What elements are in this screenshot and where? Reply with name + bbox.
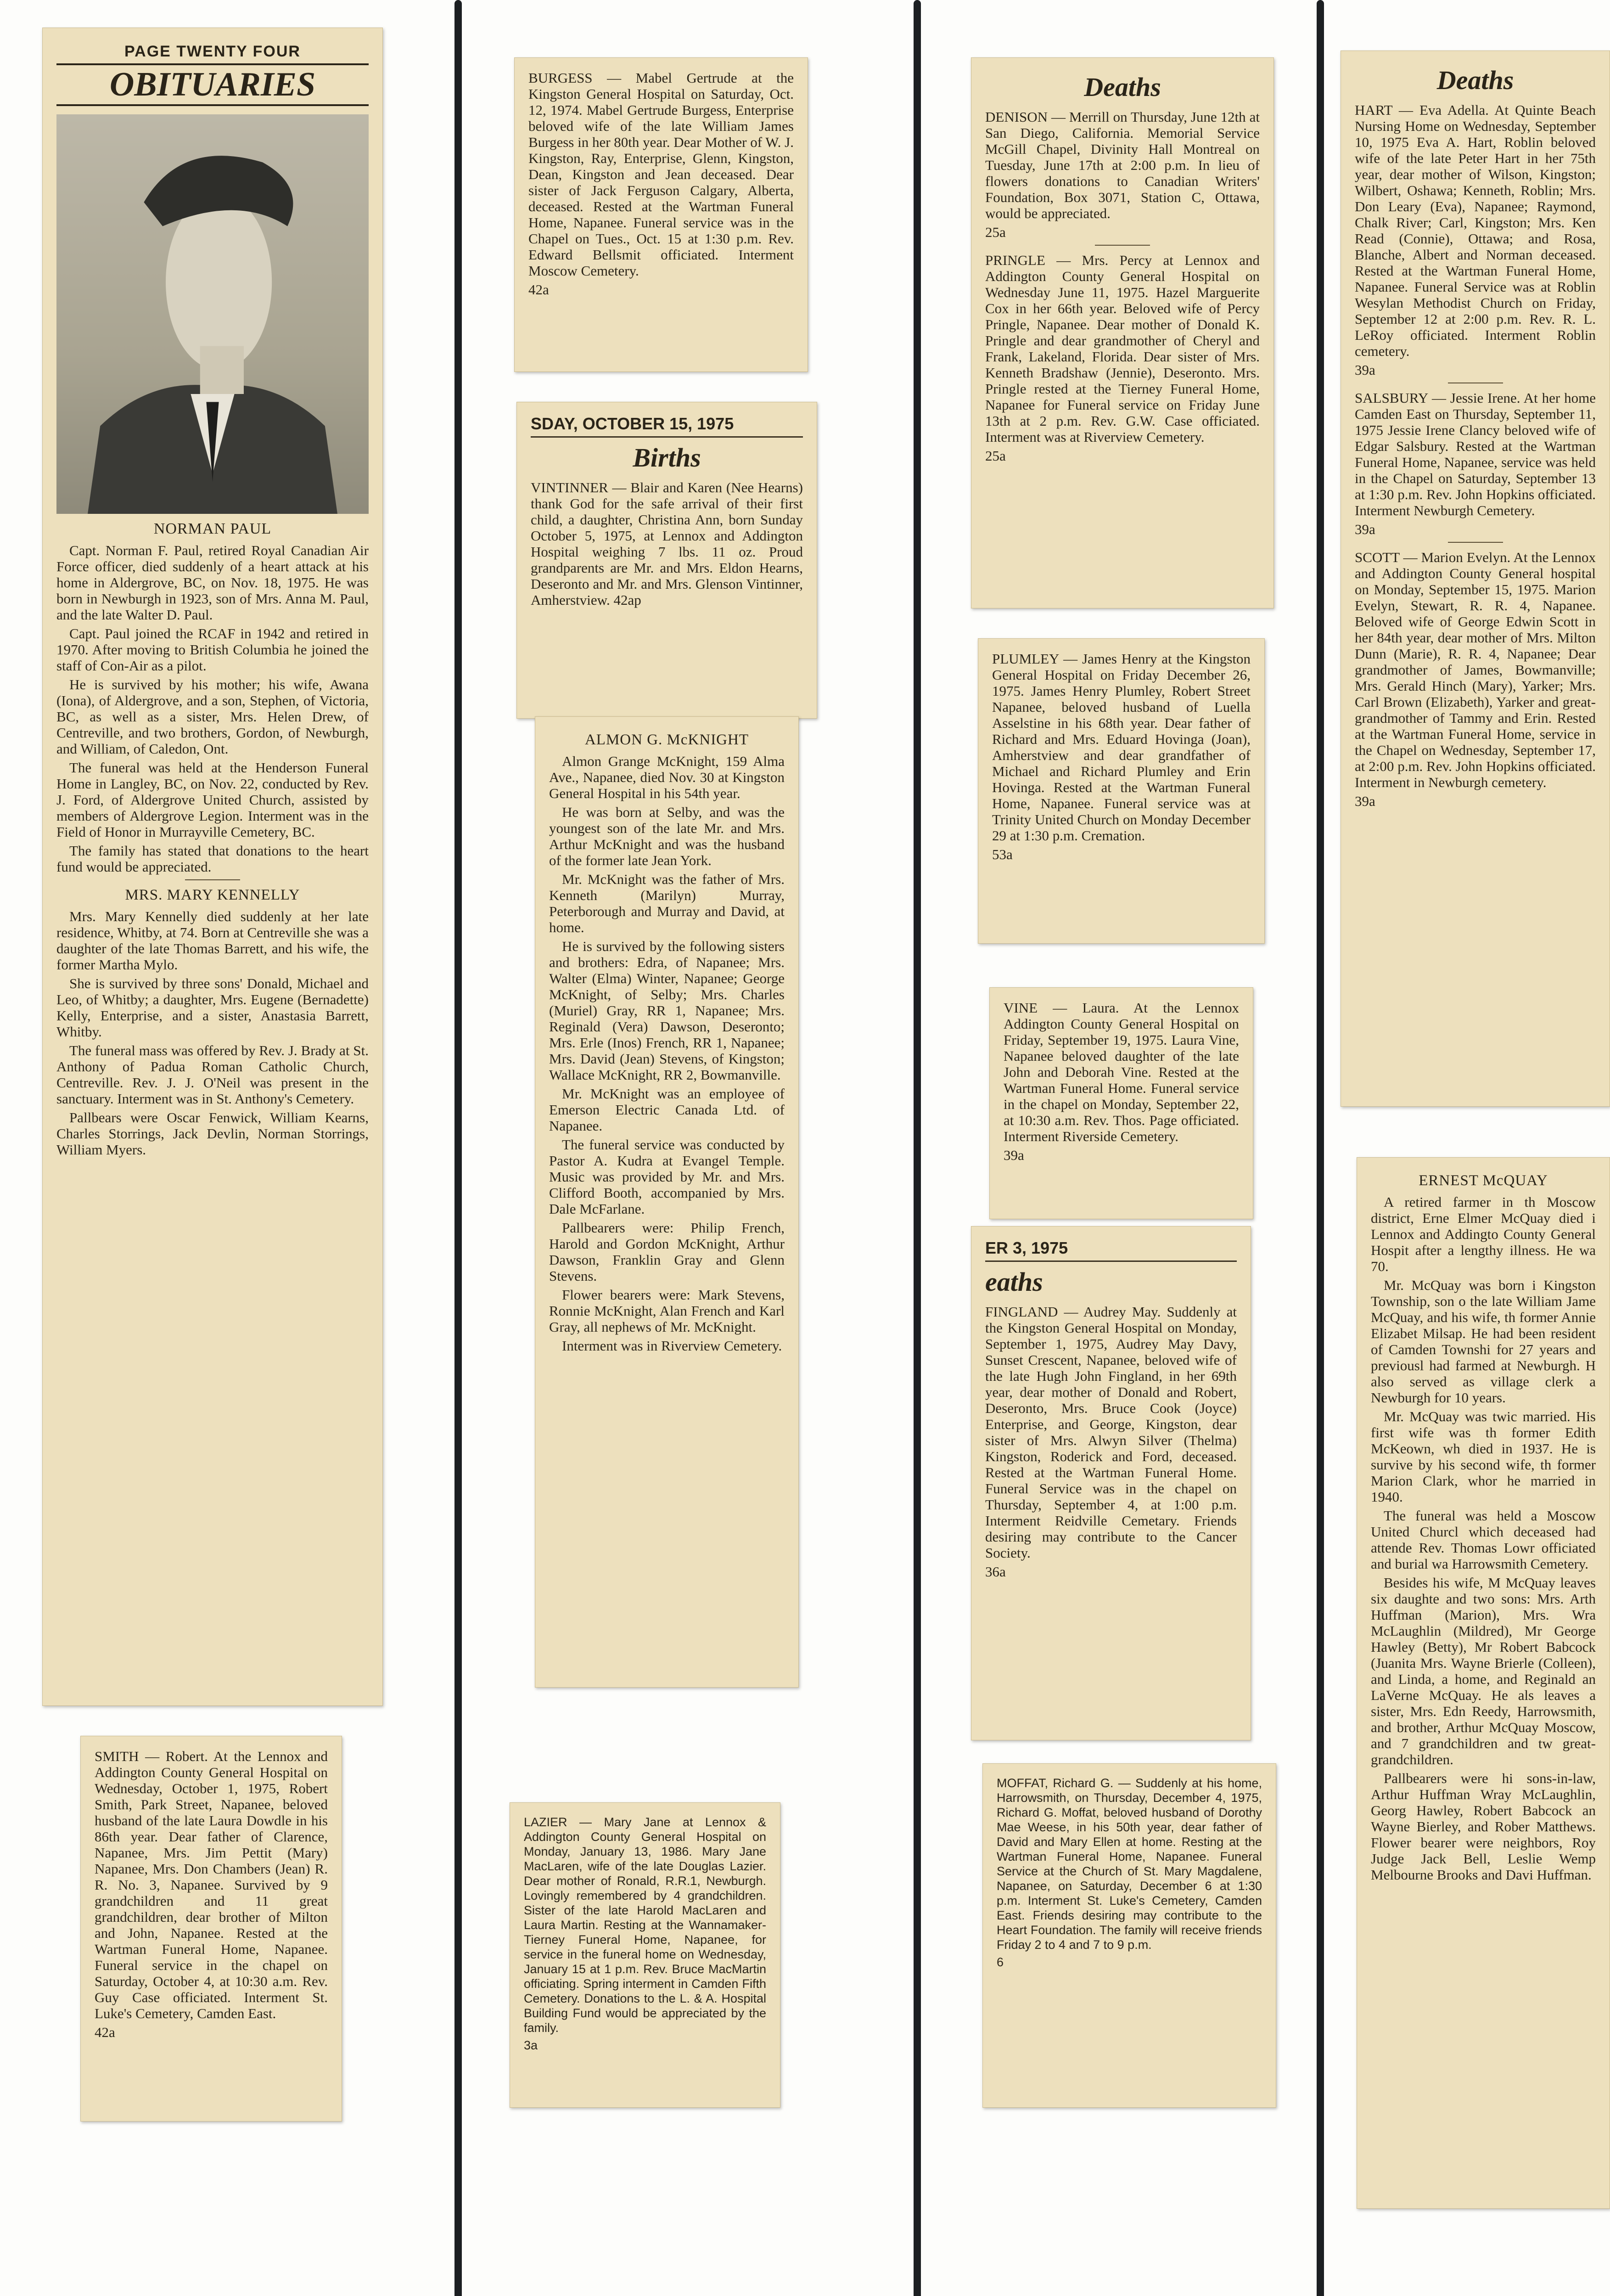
obituary-paragraph: The funeral mass was offered by Rev. J. Brady at St. Anthony of Padua Roman Catholic Church, Centreville. Rev. J. J. O'Neil was present in the sanctuary. Interment was in St. Anthony's Cemetery. <box>56 1042 369 1107</box>
notice-ref: 39a <box>1355 521 1375 537</box>
obituary-paragraph: Mr. McKnight was the father of Mrs. Kenneth (Marilyn) Murray, Peterborough and Murray and David, at home. <box>549 871 785 935</box>
obituary-paragraph: He was born at Selby, and was the youngest son of the late Mr. and Mrs. Arthur McKnight and was the husband of the former late Jean York. <box>549 804 785 868</box>
notice-ref: 39a <box>1355 362 1375 378</box>
moffat-clipping <box>982 1763 1276 2108</box>
death-notice-text: PRINGLE — Mrs. Percy at Lennox and Addington County General Hospital on Wednesday June 11, 1975. Hazel Marguerite Cox in her 66th year. Beloved wife of Percy Pringle, Napanee. Dear mother of Donald K. Pringle and dear grandmother of Cheryl and Frank, Lakeland, Florida. Dear sister of Mrs. Kenneth Bradshaw (Jennie), Deseronto. Mrs. Pringle rested at the Tierney Funeral Home, Napanee for Funeral service on Friday June 13th at 2 p.m. Rev. G.W. Case officiated. Interment was at Riverview Cemetery. <box>985 252 1260 445</box>
obituary-paragraph: He is survived by his mother; his wife, Awana (Iona), of Aldergrove, and a son, Stephen, of Victoria, BC, as well as a sister, Mrs. Helen Drew, of Centreville, and two brothers, Gordon, of Newburgh, and William, of Caledon, Ont. <box>56 676 369 757</box>
obituary-paragraph: Besides his wife, M McQuay leaves six daughte and two sons: Mrs. Arth Huffman (Marion), Mrs. Wra McLaughlin (Mildred), Mr George Hawley (Betty), Mr Robert Babcock (Juanita Mrs. Wayne Brierle (Colleen), and Linda, a home, and Reginald an LaVerne McQuay. He als leaves a sister, Mrs. Edn Reedy, Harrowsmith, and brother, Arthur McQuay Moscow, and 7 grandchildren and tw great-grandchildren. <box>1371 1575 1596 1767</box>
portrait-photo <box>56 114 369 514</box>
obituary-paragraph: Flower bearers were: Mark Stevens, Ronnie McKnight, Alan French and Karl Gray, all nephews of Mr. McKnight. <box>549 1287 785 1335</box>
column-divider <box>454 0 462 2296</box>
notice-ref: 25a <box>985 448 1006 464</box>
date-header: ER 3, 1975 <box>985 1238 1237 1262</box>
obituary-paragraph: Pallbears were Oscar Fenwick, William Kearns, Charles Storrings, Jack Devlin, Norman Storrings, William Myers. <box>56 1109 369 1158</box>
divider-rule <box>1095 245 1150 246</box>
plumley-clipping <box>978 638 1265 944</box>
notice-ref: 36a <box>985 1564 1006 1580</box>
death-notice-text: HART — Eva Adella. At Quinte Beach Nursing Home on Wednesday, September 10, 1975 Eva A. Hart, Roblin beloved wife of the late Peter Hart in her 75th year, dear mother of Wilson, Kingston; Wilbert, Oshawa; Kenneth, Roblin; Mrs. Don Leary (Eva), Napanee; Raymond, Chalk River; Carl, Kingston; Mrs. Ken Read (Connie), Ottawa; and Rosa, Blanche, Albert and Norman deceased. Rested at the Wartman Funeral Home, Napanee. Funeral Service was at Roblin Wesylan Methodist Church on Friday, September 12 at 2:00 p.m. Rev. R. L. LeRoy officiated. Interment Roblin cemetery. <box>1355 102 1596 359</box>
vine-clipping <box>989 987 1253 1219</box>
birth-notice-text: VINTINNER — Blair and Karen (Nee Hearns) thank God for the safe arrival of their first child, a daughter, Christina Ann, born Sunday October 5, 1975, at Lennox and Addington Hospital weighing 7 lbs. 11 oz. Proud grandparents are Mr. and Mrs. Eldon Hearns, Deseronto and Mr. and Mrs. Glenson Vintinner, Amherstview. 42ap <box>531 479 803 608</box>
notice-ref: 42a <box>95 2024 115 2040</box>
divider-rule <box>185 879 240 880</box>
obituary-paragraph: The funeral service was conducted by Pastor A. Kudra at Evangel Temple. Music was provided by Mr. and Mrs. Clifford Booth, accompanied by Mrs. Dale McFarlane. <box>549 1137 785 1217</box>
death-notice-text: SCOTT — Marion Evelyn. At the Lennox and Addington County General hospital on Monday, September 15, 1975. Marion Evelyn, Stewart, R. R. 4, Napanee. Beloved wife of George Edwin Scott in her 84th year, dear mother of Mrs. Milton Dunn (Marie), R. R. 4, Napanee; Dear grandmother of James, Bowmanville; Mrs. Gerald Hinch (Mary), Yarker; Mrs. Carl Brown (Elizabeth), Yarker and great-grandmother of Tammy and Erin. Rested at the Wartman Funeral Home, service in the Chapel on Wednesday, September 17, at 2:00 p.m. Rev. John Hopkins officiated. Interment in Newburgh cemetery. <box>1355 549 1596 790</box>
obituary-paragraph: Pallbearers were hi sons-in-law, Arthur Huffman Wray McLaughlin, Georg Hawley, Robert Babcock an Wayne Bierley, and Rober Matthews. Flower bearer were neighbors, Roy Judge Jack Bell, Leslie Wemp Melbourne Brooks and Davi Huffman. <box>1371 1770 1596 1883</box>
notice-ref: 39a <box>1004 1147 1024 1163</box>
date-header: SDAY, OCTOBER 15, 1975 <box>531 414 803 438</box>
obituary-heading: MRS. MARY KENNELLY <box>125 887 300 903</box>
death-notice-text: DENISON — Merrill on Thursday, June 12th at San Diego, California. Memorial Service McGill Chapel, Divinity Hall Montreal on Tuesday, June 17th at 2:00 p.m. In lieu of flowers donations to Canadian Writers' Foundation, Box 3071, Station C, Ottawa, would be appreciated. <box>985 109 1260 221</box>
obituary-paragraph: Mr. McQuay was born i Kingston Township, son o the late William Jame McQuay, and his wife, th former Annie Elizabet Milsap. He had been resident of Camden Townshi for 27 years and previousl had farmed at Newburgh. H also served as village clerk a Newburgh for 10 years. <box>1371 1277 1596 1406</box>
obituaries-title: OBITUARIES <box>56 63 369 106</box>
births-title: Births <box>633 443 701 473</box>
obituary-paragraph: Almon Grange McKnight, 159 Alma Ave., Napanee, died Nov. 30 at Kingston General Hospital in his 54th year. <box>549 753 785 801</box>
death-notice-text: LAZIER — Mary Jane at Lennox & Addington County General Hospital on Monday, January 13, 1986. Mary Jane MacLaren, wife of the late Douglas Lazier. Dear mother of Ronald, R.R.1, Newburgh. Lovingly remembered by 4 grandchildren. Sister of the late Harold MacLaren and Laura Martin. Resting at the Wannamaker-Tierney Funeral Home, Napanee, for service in the funeral home on Wednesday, January 15 at 1 p.m. Rev. Bruce MacMartin officiating. Spring interment in Camden Fifth Cemetery. Donations to the L. & A. Hospital Building Fund would be appreciated by the family. <box>524 1815 766 2035</box>
obituary-paragraph: Capt. Paul joined the RCAF in 1942 and retired in 1970. After moving to British Columbia he joined the staff of Con-Air as a pilot. <box>56 625 369 674</box>
obituary-heading: ALMON G. McKNIGHT <box>584 732 749 748</box>
obituary-paragraph: The funeral was held at the Henderson Funeral Home in Langley, BC, on Nov. 22, conducted by Rev. J. Ford, of Aldergrove United Church, assisted by members of Aldergrove Legion. Interment was in the Field of Honor in Murrayville Cemetery, BC. <box>56 760 369 840</box>
burgess-clipping <box>514 57 808 372</box>
lazier-clipping <box>510 1802 780 2108</box>
obituary-heading: ERNEST McQUAY <box>1419 1172 1548 1189</box>
notice-ref: 3a <box>524 2038 538 2052</box>
obituary-paragraph: Mr. McQuay was twic married. His first wife was th former Edith McKeown, wh died in 1937. He is survive by his second wife, th former Marion Clark, whor he married in 1940. <box>1371 1408 1596 1505</box>
deaths-title: Deaths <box>1084 72 1161 102</box>
photo-caption: NORMAN PAUL <box>153 520 272 537</box>
births-clipping <box>516 402 817 719</box>
divider-rule <box>1448 542 1503 543</box>
column-divider <box>914 0 921 2296</box>
mcquay-clipping <box>1357 1157 1610 2209</box>
obituary-paragraph: Pallbearers were: Philip French, Harold and Gordon McKnight, Arthur Dawson, Franklin Gray and Glenn Stevens. <box>549 1220 785 1284</box>
obituary-paragraph: The family has stated that donations to the heart fund would be appreciated. <box>56 843 369 875</box>
death-notice-text: SMITH — Robert. At the Lennox and Addington County General Hospital on Wednesday, October 1, 1975, Robert Smith, Park Street, Napanee, beloved husband of the late Laura Dowdle in his 86th year. Dear father of Clarence, Napanee, Mrs. Jim Pettit (Mary) Napanee, Mrs. Don Chambers (Jean) R. R. No. 3, Napanee. Survived by 9 grandchildren and 11 great grandchildren, dear brother of Milton and John, Napanee. Rested at the Wartman Funeral Home, Napanee. Funeral service in the chapel on Saturday, October 4, at 10:30 a.m. Rev. Guy Case officiated. Interment St. Luke's Cemetery, Camden East. <box>95 1748 328 2021</box>
deaths-clipping <box>971 57 1274 608</box>
notice-ref: 42a <box>528 281 549 298</box>
column-divider <box>1317 0 1324 2296</box>
fingland-clipping <box>971 1226 1251 1740</box>
obituary-paragraph: Capt. Norman F. Paul, retired Royal Canadian Air Force officer, died suddenly of a heart attack at his home in Aldergrove, BC, on Nov. 18, 1975. He was born in Newburgh in 1923, son of Mrs. Anna M. Paul, and the late Walter D. Paul. <box>56 542 369 623</box>
obituary-paragraph: He is survived by the following sisters and brothers: Edra, of Napanee; Mrs. Walter (Elma) Winter, Napanee; George McKnight, of Selby; Mrs. Charles (Muriel) Gray, RR 1, Napanee; Mrs. Reginald (Vera) Dawson, Deseronto; Mrs. Erle (Inos) French, RR 1, Napanee; Mrs. David (Jean) Stevens, of Kingston; Wallace McKnight, RR 2, Bowmanville. <box>549 938 785 1083</box>
obituaries-clipping <box>42 28 383 1706</box>
death-notice-text: PLUMLEY — James Henry at the Kingston General Hospital on Friday December 26, 1975. James Henry Plumley, Robert Street Napanee, beloved husband of Luella Asselstine in his 68th year. Dear father of Richard and Mrs. Eduard Hovinga (Joan), Amherstview and dear grandfather of Michael and Richard Plumley and Erin Hovinga. Rested at the Wartman Funeral Home, Napanee. Funeral service was at Trinity United Church on Monday December 29 at 1:30 p.m. Cremation. <box>992 651 1251 844</box>
smith-clipping <box>80 1736 342 2122</box>
notice-ref: 6 <box>997 1955 1004 1969</box>
deaths-title: Deaths <box>1436 65 1514 95</box>
obituary-paragraph: She is survived by three sons' Donald, Michael and Leo, of Whitby; a daughter, Mrs. Eugene (Bernadette) Kelly, Enterprise, and a sister, Anastasia Barrett, Whitby. <box>56 975 369 1040</box>
death-notice-text: FINGLAND — Audrey May. Suddenly at the Kingston General Hospital on Monday, September 1, 1975, Audrey May Davy, Sunset Crescent, Napanee, beloved wife of the late Hugh John Fingland, in her 69th year, dear mother of Donald and Robert, Deseronto, Mrs. Bruce Cook (Joyce) Enterprise, and George, Kingston, dear sister of Mrs. Alwyn Silver (Thelma) Kingston, Roderick and Ford, deceased. Rested at the Wartman Funeral Home. Funeral Service was in the chapel on Thursday, September 4, at 1:00 p.m. Interment Reidville Cemetary. Friends desiring may contribute to the Cancer Society. <box>985 1304 1237 1561</box>
obituary-paragraph: Mr. McKnight was an employee of Emerson Electric Canada Ltd. of Napanee. <box>549 1086 785 1134</box>
death-notice-text: MOFFAT, Richard G. — Suddenly at his home, Harrowsmith, on Thursday, December 4, 1975, Richard G. Moffat, beloved husband of Dorothy Mae Weese, in his 50th year, dear father of David and Mary Ellen at home. Resting at the Wartman Funeral Home, Napanee. Funeral Service at the Church of St. Mary Magdalene, Napanee, on Saturday, December 6 at 1:30 p.m. Interment St. Luke's Cemetery, Camden East. Friends desiring may contribute to the Heart Foundation. The family will receive friends Friday 2 to 4 and 7 to 9 p.m. <box>997 1776 1262 1952</box>
page-header: PAGE TWENTY FOUR <box>124 43 301 60</box>
notice-ref: 39a <box>1355 793 1375 809</box>
deaths-title: eaths <box>985 1267 1043 1297</box>
notice-ref: 25a <box>985 224 1006 240</box>
mcknight-clipping <box>535 716 799 1688</box>
portrait-image <box>56 114 369 514</box>
obituary-paragraph: A retired farmer in th Moscow district, Erne Elmer McQuay died i Lennox and Addingto County General Hospit after a lengthy illness. He wa 70. <box>1371 1194 1596 1274</box>
death-notice-text: BURGESS — Mabel Gertrude at the Kingston General Hospital on Saturday, Oct. 12, 1974. Mabel Gertrude Burgess, Enterprise beloved wife of the late William James Burgess in her 80th year. Dear Mother of W. J. Kingston, Ray, Enterprise, Glenn, Kingston, Dean, Kingston and Jean deceased. Dear sister of Jack Ferguson Calgary, Alberta, deceased. Rested at the Wartman Funeral Home, Napanee. Funeral service was in the Chapel on Tues., Oct. 15 at 1:30 p.m. Rev. Edward Bellsmit officiated. Interment Moscow Cemetery. <box>528 70 794 279</box>
notice-ref: 53a <box>992 846 1013 862</box>
obituary-paragraph: Interment was in Riverview Cemetery. <box>562 1338 782 1354</box>
obituary-paragraph: The funeral was held a Moscow United Churcl which deceased had attende Rev. Thomas Lowr officiated and burial wa Harrowsmith Cemetery. <box>1371 1508 1596 1572</box>
death-notice-text: SALSBURY — Jessie Irene. At her home Camden East on Thursday, September 11, 1975 Jessie Irene Clancy beloved wife of Edgar Salsbury. Rested at the Wartman Funeral Home, Napanee, service was held in the Chapel on Saturday, September 13 at 1:30 p.m. Rev. John Hopkins officiated. Interment Newburgh Cemetery. <box>1355 390 1596 518</box>
obituary-paragraph: Mrs. Mary Kennelly died suddenly at her late residence, Whitby, at 74. Born at Centreville she was a daughter of the late Thomas Barrett, and his wife, the former Martha Mylo. <box>56 908 369 973</box>
death-notice-text: VINE — Laura. At the Lennox Addington County General Hospital on Friday, September 19, 1975. Laura Vine, Napanee beloved daughter of the late John and Deborah Vine. Rested at the Wartman Funeral Home. Funeral service in the chapel on Monday, September 22, at 10:30 a.m. Rev. Thos. Page officiated. Interment Riverside Cemetery. <box>1004 1000 1239 1144</box>
deaths-clipping-right <box>1341 51 1610 1107</box>
